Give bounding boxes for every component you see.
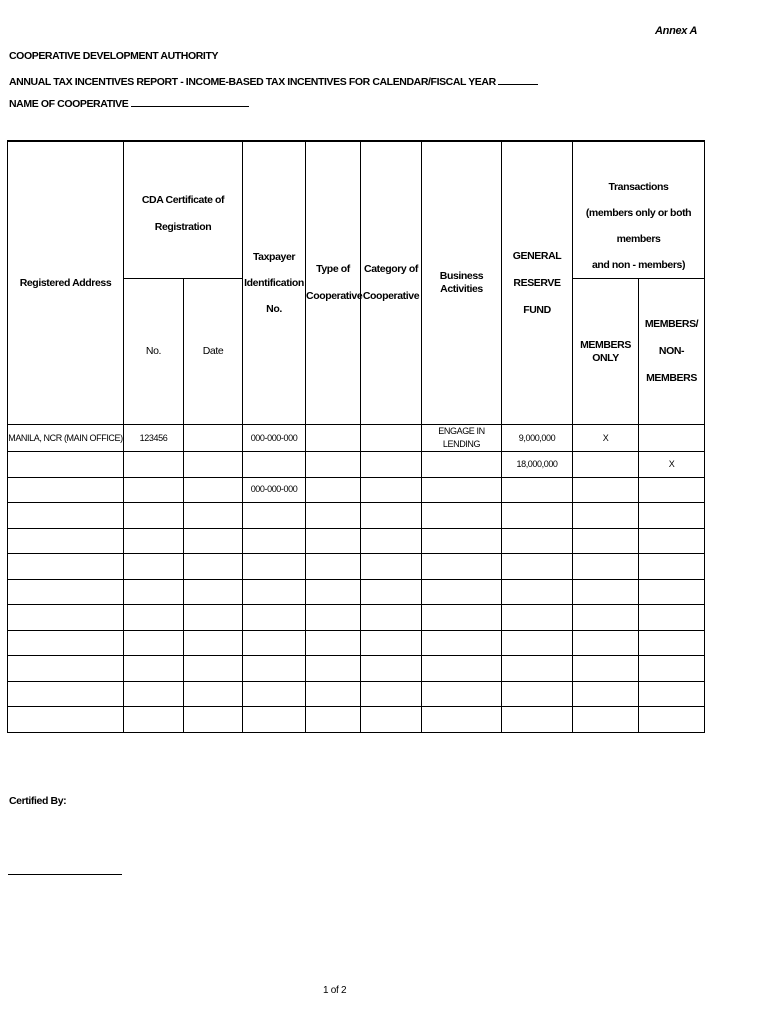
cell-type (306, 452, 361, 478)
cell-category (361, 656, 422, 682)
header-tin-line3: No. (266, 303, 282, 315)
cell-tin: 000-000-000 (243, 477, 306, 503)
cell-grf (502, 630, 573, 656)
header-cda-cert-line1: CDA Certificate of (141, 194, 225, 206)
cell-tin (243, 681, 306, 707)
coop-name-label: NAME OF COOPERATIVE (9, 98, 129, 110)
page-number: 1 of 2 (323, 985, 347, 996)
cell-members-non-members: X (639, 452, 705, 478)
cell-category (361, 554, 422, 580)
header-general-reserve-fund (502, 141, 573, 425)
header-members-only: MEMBERS ONLY (573, 279, 639, 425)
header-tin (243, 141, 306, 425)
cell-cert-date (184, 554, 243, 580)
cell-members-only (573, 605, 639, 631)
header-grf-line1: GENERAL (512, 249, 562, 262)
year-blank (498, 75, 538, 85)
cell-members-non-members (639, 579, 705, 605)
header-transactions-line1: Transactions (608, 181, 669, 193)
cell-members-only (573, 630, 639, 656)
cell-tin (243, 630, 306, 656)
cell-category (361, 503, 422, 529)
cell-cert-date (184, 681, 243, 707)
cell-members-only (573, 707, 639, 733)
cell-category (361, 579, 422, 605)
cell-cert-date (184, 477, 243, 503)
cell-address (8, 630, 124, 656)
cell-business (422, 630, 502, 656)
header-type (306, 141, 361, 425)
table-row (8, 425, 705, 452)
cell-cert-no (124, 707, 184, 733)
org-name: COOPERATIVE DEVELOPMENT AUTHORITY (9, 50, 219, 62)
cell-category (361, 452, 422, 478)
cell-grf (502, 579, 573, 605)
cell-members-non-members (639, 630, 705, 656)
cell-members-non-members (639, 656, 705, 682)
cell-address (8, 554, 124, 580)
cell-address (8, 681, 124, 707)
cell-address (8, 656, 124, 682)
cell-business (422, 707, 502, 733)
table-row (8, 707, 705, 733)
cell-cert-date (184, 579, 243, 605)
cell-cert-date (184, 630, 243, 656)
cell-address (8, 605, 124, 631)
cell-business: ENGAGE IN LENDING (422, 425, 502, 452)
cell-members-non-members (639, 425, 705, 452)
cell-cert-date (184, 707, 243, 733)
cell-members-non-members (639, 528, 705, 554)
cell-grf (502, 681, 573, 707)
cell-grf: 9,000,000 (502, 425, 573, 452)
cell-type (306, 554, 361, 580)
cell-type (306, 503, 361, 529)
header-grf-line2: RESERVE FUND (513, 276, 561, 316)
cell-cert-no (124, 630, 184, 656)
cell-address (8, 579, 124, 605)
cell-category (361, 477, 422, 503)
header-cda-certificate (124, 141, 243, 279)
cell-grf (502, 605, 573, 631)
header-members-non-line1: MEMBERS/ (644, 318, 699, 330)
cell-tin (243, 554, 306, 580)
cell-cert-date (184, 656, 243, 682)
header-cda-cert-line2: Registration (154, 221, 212, 233)
cell-tin (243, 452, 306, 478)
cell-business (422, 452, 502, 478)
coop-name-row (9, 97, 249, 110)
cell-cert-no (124, 528, 184, 554)
cell-category (361, 528, 422, 554)
cell-grf (502, 528, 573, 554)
cell-type (306, 605, 361, 631)
cell-cert-no (124, 605, 184, 631)
signature-line (8, 874, 122, 875)
cell-business (422, 656, 502, 682)
cell-business (422, 554, 502, 580)
cell-type (306, 477, 361, 503)
cell-members-only: X (573, 425, 639, 452)
cell-members-only (573, 452, 639, 478)
header-category-line1: Category of (364, 263, 418, 275)
cell-address (8, 477, 124, 503)
header-business-activities: Business Activities (422, 141, 502, 425)
tax-incentives-table (7, 140, 705, 733)
cell-tin (243, 656, 306, 682)
cell-grf (502, 477, 573, 503)
header-tin-line2: Identification (244, 277, 304, 289)
header-cert-date: Date (184, 279, 243, 425)
table-row (8, 477, 705, 503)
cell-members-non-members (639, 503, 705, 529)
cell-category (361, 681, 422, 707)
cell-type (306, 707, 361, 733)
header-cert-no: No. (124, 279, 184, 425)
cell-business (422, 503, 502, 529)
cell-address (8, 503, 124, 529)
cell-business (422, 605, 502, 631)
cell-cert-date (184, 528, 243, 554)
cell-tin (243, 605, 306, 631)
cell-cert-no (124, 656, 184, 682)
cell-members-non-members (639, 477, 705, 503)
cell-members-only (573, 579, 639, 605)
coop-name-blank (131, 97, 249, 107)
cell-grf (502, 503, 573, 529)
table-row (8, 630, 705, 656)
report-title (9, 75, 538, 88)
cell-members-only (573, 528, 639, 554)
cell-type (306, 579, 361, 605)
cell-cert-date (184, 503, 243, 529)
header-registered-address: Registered Address (8, 141, 124, 425)
cell-category (361, 707, 422, 733)
cell-type (306, 528, 361, 554)
certified-by-label: Certified By: (9, 795, 67, 807)
cell-cert-date (184, 425, 243, 452)
cell-tin: 000-000-000 (243, 425, 306, 452)
header-members-non-line2: NON-MEMBERS (646, 345, 697, 384)
cell-business (422, 681, 502, 707)
cell-cert-no: 123456 (124, 425, 184, 452)
cell-tin (243, 503, 306, 529)
cell-grf (502, 707, 573, 733)
cell-members-non-members (639, 605, 705, 631)
table-row (8, 554, 705, 580)
cell-type (306, 681, 361, 707)
annex-label: Annex A (655, 25, 698, 37)
cell-business (422, 477, 502, 503)
cell-cert-no (124, 681, 184, 707)
cell-tin (243, 707, 306, 733)
header-category (361, 141, 422, 425)
cell-cert-date (184, 452, 243, 478)
cell-cert-no (124, 554, 184, 580)
cell-cert-no (124, 503, 184, 529)
table-row (8, 528, 705, 554)
table-row (8, 579, 705, 605)
cell-type (306, 425, 361, 452)
cell-cert-no (124, 452, 184, 478)
cell-tin (243, 579, 306, 605)
cell-address (8, 452, 124, 478)
header-transactions-line3: and non - members) (591, 259, 686, 271)
table-row (8, 681, 705, 707)
cell-members-only (573, 554, 639, 580)
cell-members-non-members (639, 554, 705, 580)
cell-address: MANILA, NCR (MAIN OFFICE) (8, 425, 124, 452)
header-transactions-line2: (members only or both members (585, 207, 692, 245)
cell-address (8, 528, 124, 554)
header-type-line2: Cooperative (306, 290, 363, 302)
cell-category (361, 425, 422, 452)
cell-members-only (573, 477, 639, 503)
table-row (8, 656, 705, 682)
cell-cert-no (124, 579, 184, 605)
cell-type (306, 656, 361, 682)
cell-grf: 18,000,000 (502, 452, 573, 478)
cell-category (361, 630, 422, 656)
cell-business (422, 579, 502, 605)
header-tin-line1: Taxpayer (252, 251, 296, 263)
cell-members-only (573, 503, 639, 529)
table-row (8, 605, 705, 631)
header-transactions (573, 141, 705, 279)
cell-category (361, 605, 422, 631)
cell-type (306, 630, 361, 656)
cell-members-non-members (639, 707, 705, 733)
table-row (8, 503, 705, 529)
cell-members-only (573, 656, 639, 682)
header-type-line1: Type of (316, 263, 350, 275)
header-category-line2: Cooperative (362, 290, 420, 302)
cell-grf (502, 656, 573, 682)
cell-cert-date (184, 605, 243, 631)
cell-members-non-members (639, 681, 705, 707)
cell-address (8, 707, 124, 733)
header-members-non-members (639, 279, 705, 425)
cell-tin (243, 528, 306, 554)
table-body (8, 425, 705, 733)
table-row (8, 452, 705, 478)
cell-members-only (573, 681, 639, 707)
report-title-text: ANNUAL TAX INCENTIVES REPORT - INCOME-BASED TAX INCENTIVES FOR CALENDAR/FISCAL YEAR (9, 76, 496, 88)
cell-cert-no (124, 477, 184, 503)
cell-grf (502, 554, 573, 580)
cell-business (422, 528, 502, 554)
